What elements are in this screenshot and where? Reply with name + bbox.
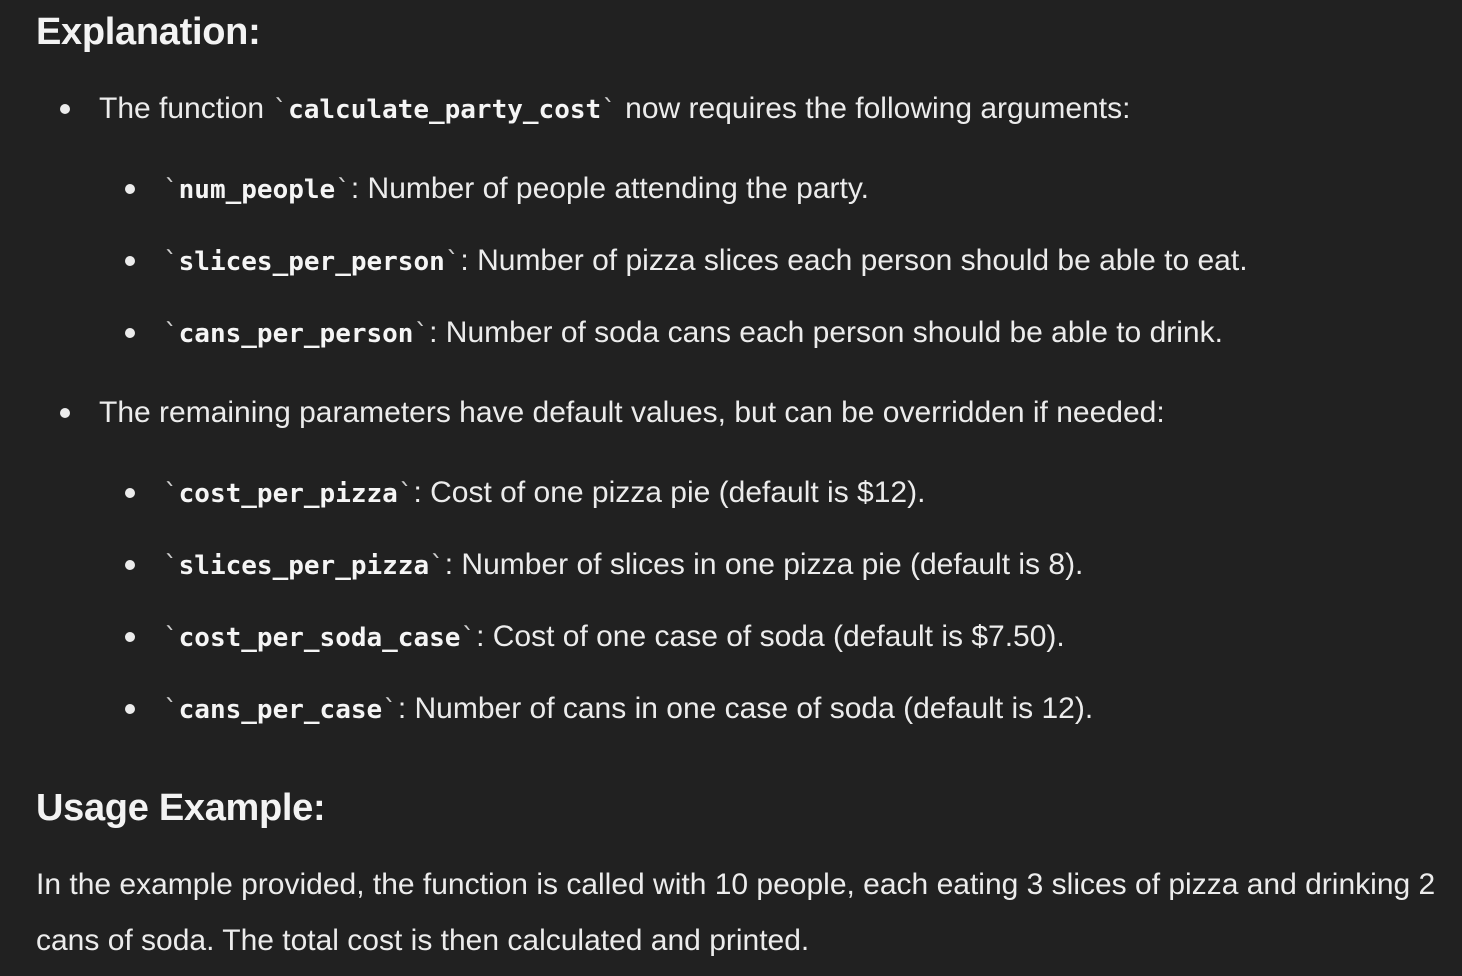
bullet-icon [125, 488, 135, 498]
inline-code: `cost_per_pizza` [163, 479, 414, 509]
list-item-text: : Number of slices in one pizza pie (default is 8). [444, 548, 1084, 581]
inline-code: `calculate_party_cost` [272, 95, 617, 125]
bullet-icon [125, 560, 135, 570]
list-item-text: : Cost of one pizza pie (default is $12). [413, 476, 926, 509]
inline-code: `num_people` [163, 175, 351, 205]
bullet-icon [60, 408, 70, 418]
inline-code: `cans_per_person` [163, 319, 430, 349]
list-item-text: : Number of soda cans each person should be able to drink. [429, 316, 1223, 349]
list-item-text: : Cost of one case of soda (default is $7.50). [476, 620, 1065, 653]
inline-code: `slices_per_pizza` [163, 551, 445, 581]
bullet-icon [125, 328, 135, 338]
bullet-icon [125, 632, 135, 642]
list-item-text: The remaining parameters have default values, but can be overridden if needed: [99, 396, 1165, 429]
usage-heading: Usage Example: [36, 787, 326, 829]
list-item-text: : Number of cans in one case of soda (default is 12). [397, 692, 1094, 725]
inline-code: `cans_per_case` [163, 695, 398, 725]
inline-code: `cost_per_soda_case` [163, 623, 477, 653]
bullet-icon [125, 184, 135, 194]
usage-paragraph: In the example provided, the function is called with 10 people, each eating 3 slices of pizza and drinking 2 cans of soda. The total cost is then calculated and printed. [36, 868, 1436, 957]
bullet-icon [60, 104, 70, 114]
list-item-text: : Number of pizza slices each person should be able to eat. [460, 244, 1248, 277]
bullet-icon [125, 704, 135, 714]
list-item-text: now requires the following arguments: [616, 92, 1131, 125]
list-item-text: The function [99, 92, 273, 125]
bullet-icon [125, 256, 135, 266]
explanation-heading: Explanation: [36, 11, 261, 53]
inline-code: `slices_per_person` [163, 247, 461, 277]
list-item-text: : Number of people attending the party. [350, 172, 869, 205]
